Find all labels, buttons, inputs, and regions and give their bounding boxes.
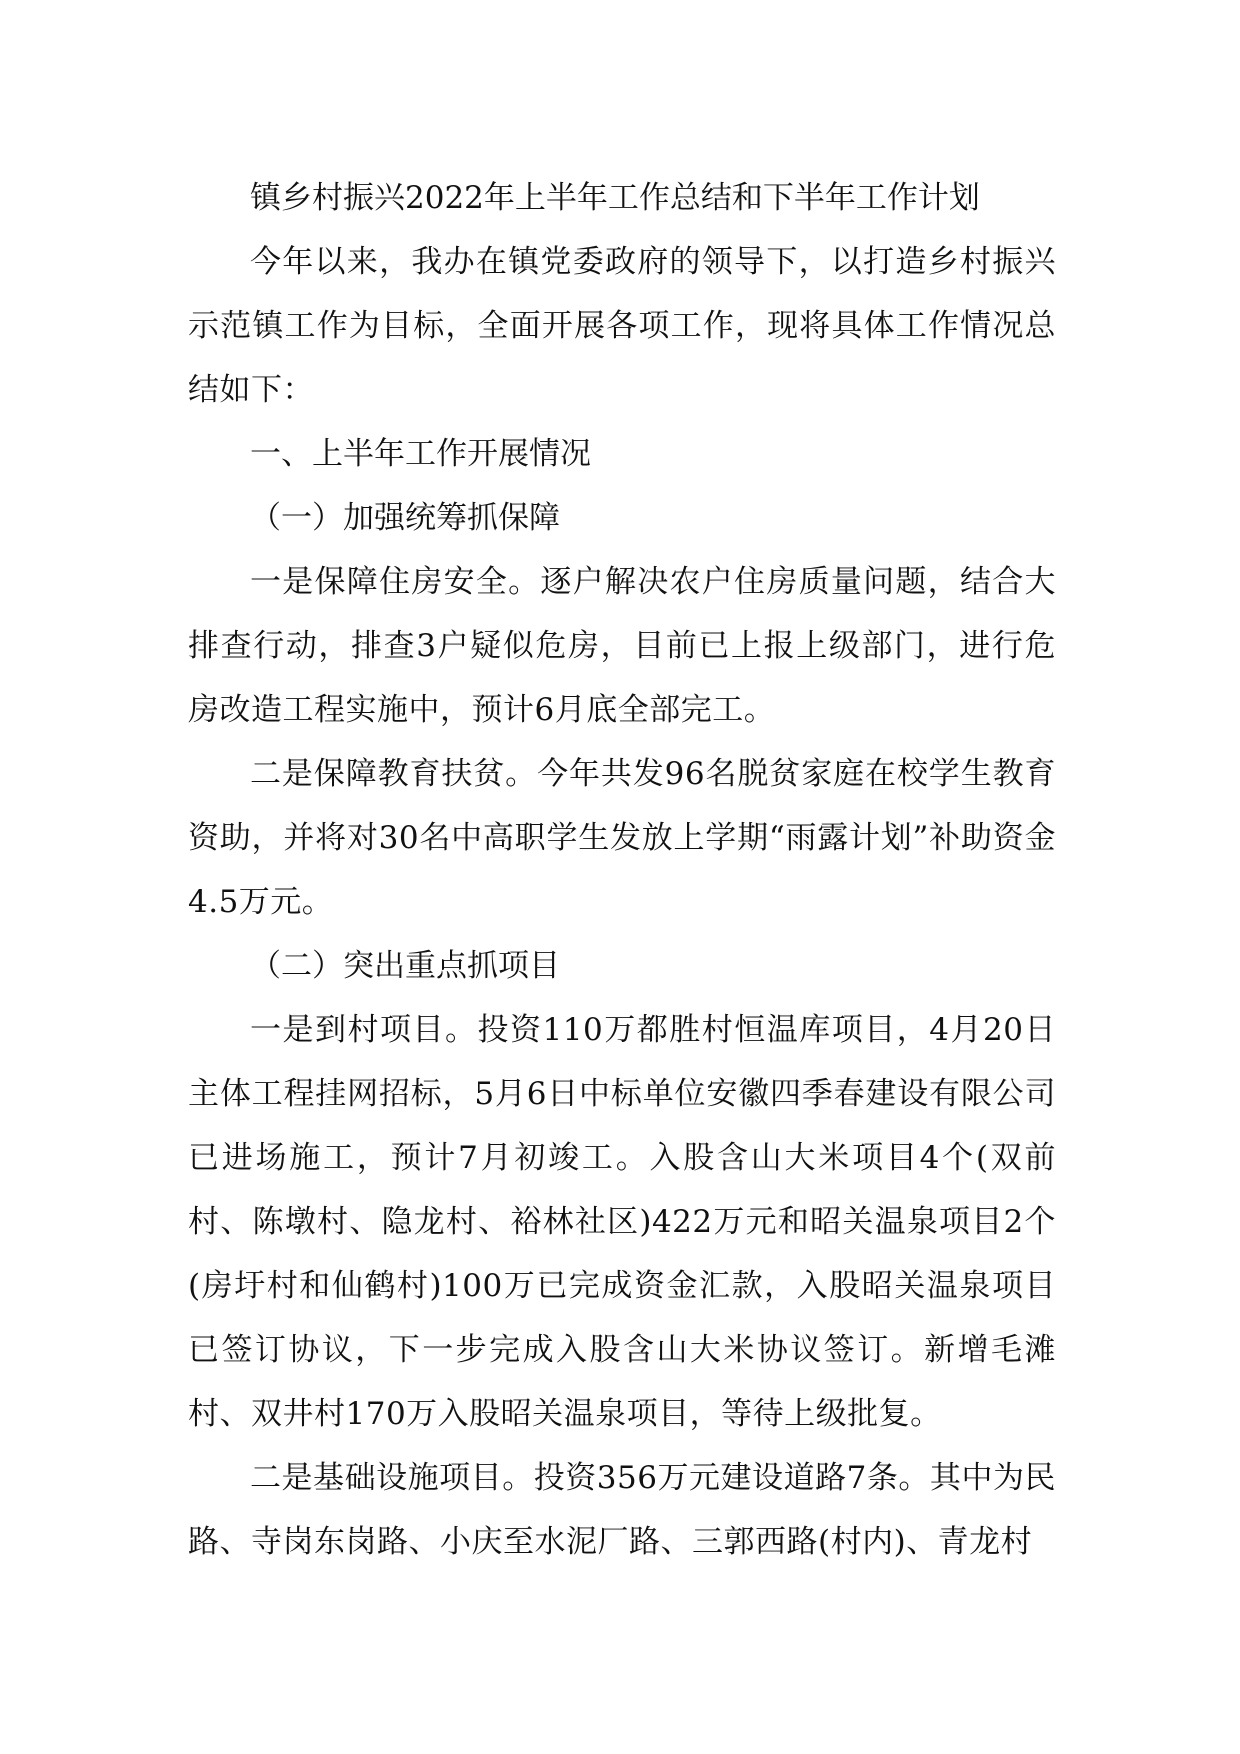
paragraph-housing-safety: 一是保障住房安全。逐户解决农户住房质量问题，结合大排查行动，排查3户疑似危房，目前已上报上级部门，进行危房改造工程实施中，预计6月底全部完工。 xyxy=(188,564,1056,728)
document-body xyxy=(188,166,1056,1574)
subsection-heading-key-projects: （二）突出重点抓项目 xyxy=(250,948,560,984)
document-title: 镇乡村振兴2022年上半年工作总结和下半年工作计划 xyxy=(250,180,980,216)
paragraph-village-projects: 一是到村项目。投资110万都胜村恒温库项目，4月20日主体工程挂网招标，5月6日中标单位安徽四季春建设有限公司已进场施工，预计7月初竣工。入股含山大米项目4个(双前村、陈墩村、隐龙村、裕林社区)422万元和昭关温泉项目2个(房圩村和仙鹤村)100万已完成资金汇款，入股昭关温泉项目已签订协议，下一步完成入股含山大米协议签订。新增毛滩村、双井村170万入股昭关温泉项目，等待上级批复。 xyxy=(188,1012,1056,1432)
paragraph-infrastructure-projects: 二是基础设施项目。投资356万元建设道路7条。其中为民路、寺岗东岗路、小庆至水泥厂路、三郭西路(村内)、青龙村 xyxy=(188,1460,1056,1560)
paragraph-education-support: 二是保障教育扶贫。今年共发96名脱贫家庭在校学生教育资助，并将对30名中高职学生发放上学期“雨露计划”补助资金4.5万元。 xyxy=(188,756,1056,920)
section-heading-first-half-work: 一、上半年工作开展情况 xyxy=(250,436,591,472)
subsection-heading-coordination: （一）加强统筹抓保障 xyxy=(250,500,560,536)
intro-paragraph: 今年以来，我办在镇党委政府的领导下，以打造乡村振兴示范镇工作为目标，全面开展各项工作，现将具体工作情况总结如下： xyxy=(188,244,1056,408)
